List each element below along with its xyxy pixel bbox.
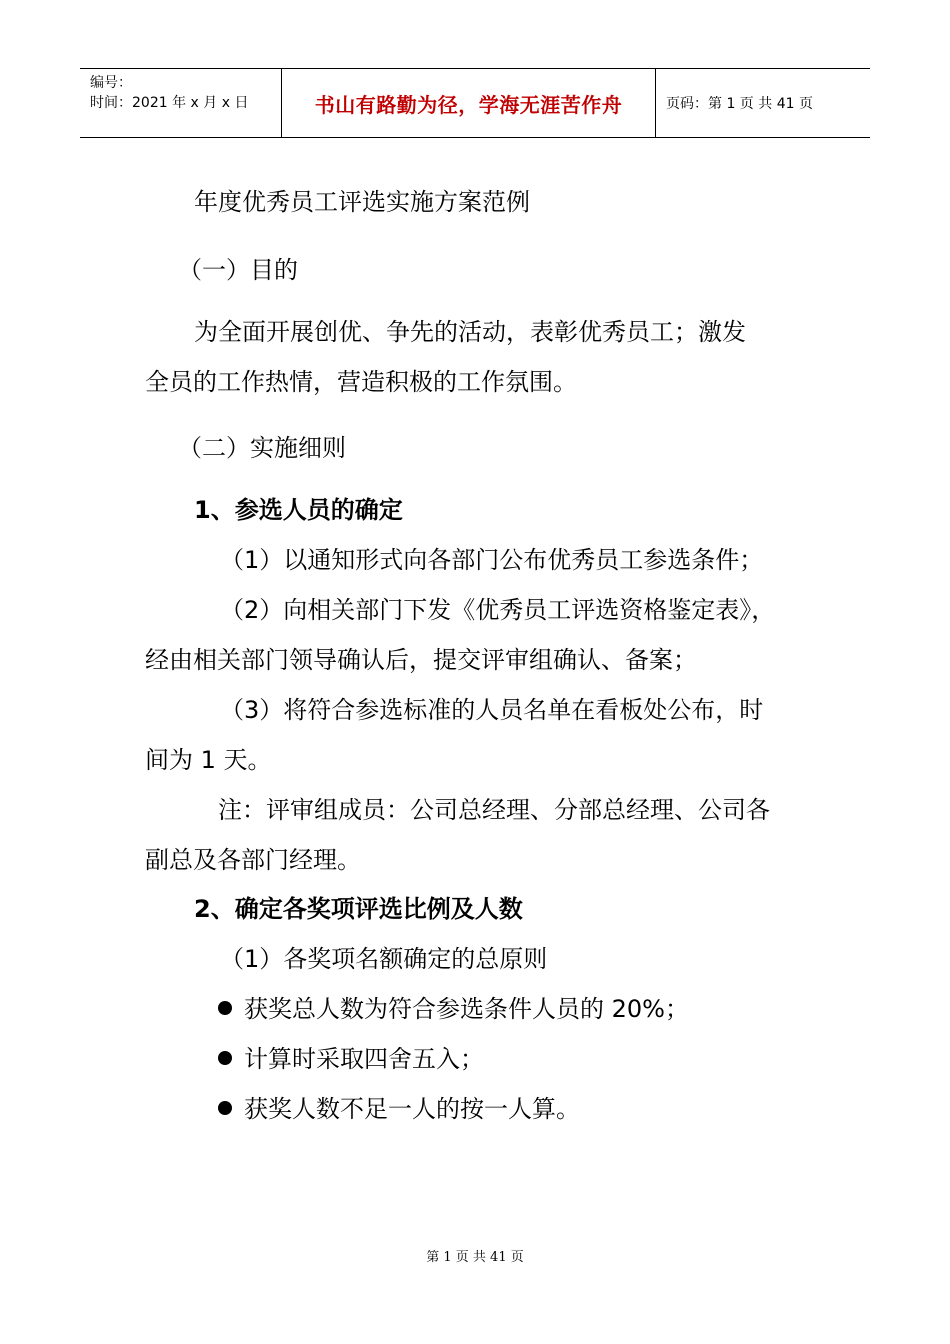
sub2-item-1: （1）各奖项名额确定的总原则	[220, 945, 548, 973]
subsection-heading-candidates: 1、参选人员的确定	[194, 496, 403, 524]
page-info: 页码：第 1 页 共 41 页	[666, 96, 813, 112]
note-line-2: 副总及各部门经理。	[145, 846, 361, 874]
section-heading-purpose: （一）目的	[178, 256, 298, 284]
number-label: 编号：	[90, 75, 132, 91]
date-label: 时间：2021 年 x 月 x 日	[90, 95, 249, 111]
bullet-text: 获奖人数不足一人的按一人算。	[244, 1095, 580, 1123]
page-footer: 第 1 页 共 41 页	[426, 1250, 524, 1265]
subsection-heading-ratio: 2、确定各奖项评选比例及人数	[194, 895, 523, 923]
header-motto-cell	[282, 69, 656, 137]
purpose-paragraph-line-1: 为全面开展创优、争先的活动，表彰优秀员工；激发	[194, 318, 746, 346]
bullet-text: 计算时采取四舍五入；	[244, 1045, 484, 1073]
item-3-line-2: 间为 1 天。	[145, 746, 272, 774]
item-3-line-1: （3）将符合参选标准的人员名单在看板处公布，时	[220, 696, 764, 724]
document-title: 年度优秀员工评选实施方案范例	[194, 188, 530, 216]
motto-text: 书山有路勤为径，学海无涯苦作舟	[314, 92, 623, 117]
item-2-line-1: （2）向相关部门下发《优秀员工评选资格鉴定表》，	[220, 596, 776, 624]
header-page-cell	[656, 69, 870, 137]
bullet-item	[218, 1094, 580, 1124]
bullet-icon	[218, 1001, 232, 1015]
item-2-line-2: 经由相关部门领导确认后，提交评审组确认、备案；	[145, 646, 697, 674]
header-meta-cell	[80, 69, 282, 137]
document-header	[80, 68, 870, 138]
purpose-paragraph-line-2: 全员的工作热情，营造积极的工作氛围。	[145, 368, 577, 396]
bullet-icon	[218, 1101, 232, 1115]
bullet-item	[218, 994, 689, 1024]
bullet-icon	[218, 1051, 232, 1065]
note-line-1: 注：评审组成员：公司总经理、分部总经理、公司各	[218, 796, 770, 824]
section-heading-rules: （二）实施细则	[178, 434, 346, 462]
bullet-item	[218, 1044, 484, 1074]
bullet-text: 获奖总人数为符合参选条件人员的 20%；	[244, 995, 689, 1023]
item-1: （1）以通知形式向各部门公布优秀员工参选条件；	[220, 546, 764, 574]
